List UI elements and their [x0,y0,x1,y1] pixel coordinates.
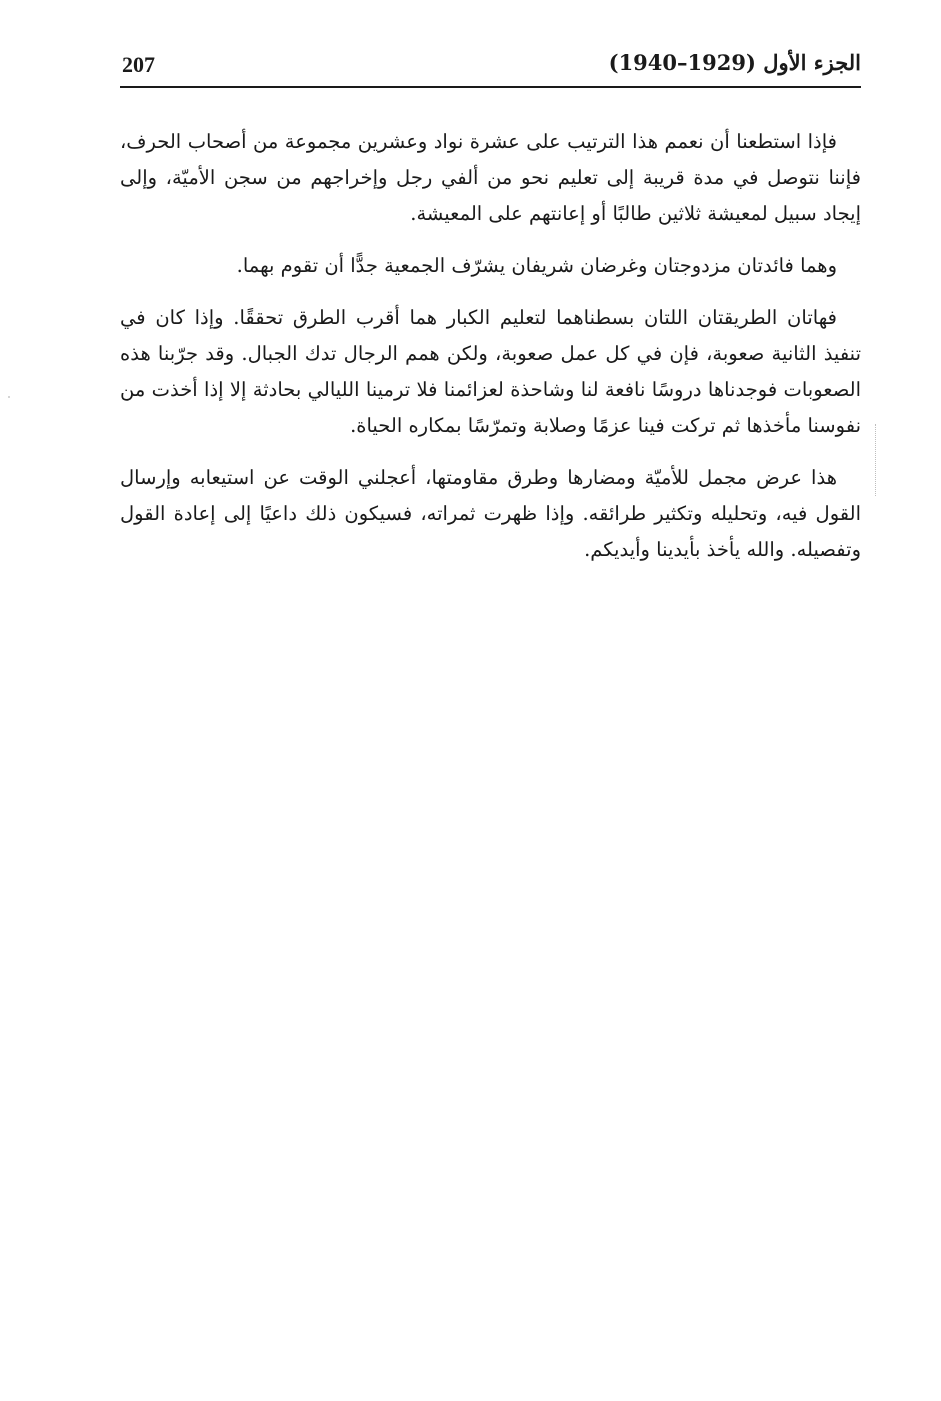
paragraph: فإذا استطعنا أن نعمم هذا الترتيب على عشرة نواد وعشرين مجموعة من أصحاب الحرف، فإننا نتوصل في مدة قريبة إلى تعليم نحو من ألفي رجل وإخراجهم من سجن الأميّة، وإلى إيجاد سبيل لمعيشة ثلاثين طالبًا أو إعانتهم على المعيشة. [120,130,861,225]
scan-speck [8,396,10,398]
page-number: 207 [122,52,155,77]
body-text [120,124,861,584]
margin-mark [875,424,877,496]
running-title: الجزء الأول (1929–1940) [608,50,861,75]
header-rule [120,86,861,88]
paragraph: وهما فائدتان مزدوجتان وغرضان شريفان يشرّف الجمعية جدًّا أن تقوم بهما. [236,254,837,277]
page-header [120,46,861,86]
paragraph: هذا عرض مجمل للأميّة ومضارها وطرق مقاومتها، أعجلني الوقت عن استيعابه وإرسال القول فيه، وتحليله وتكثير طرائقه. وإذا ظهرت ثمراته، فسيكون ذلك داعيًا إلى إعادة القول وتفصيله. والله يأخذ بأيدينا وأيديكم. [120,466,861,561]
paragraph: فهاتان الطريقتان اللتان بسطناهما لتعليم الكبار هما أقرب الطرق تحققًا. وإذا كان في تنفيذ الثانية صعوبة، فإن في كل عمل صعوبة، ولكن همم الرجال تدك الجبال. وقد جرّبنا هذه الصعوبات فوجدناها دروسًا نافعة لنا وشاحذة لعزائمنا فلا ترمينا الليالي بحادثة إلا إذا أخذت من نفوسنا مأخذها ثم تركت فينا عزمًا وصلابة وتمرّسًا بمكاره الحياة. [120,306,861,437]
